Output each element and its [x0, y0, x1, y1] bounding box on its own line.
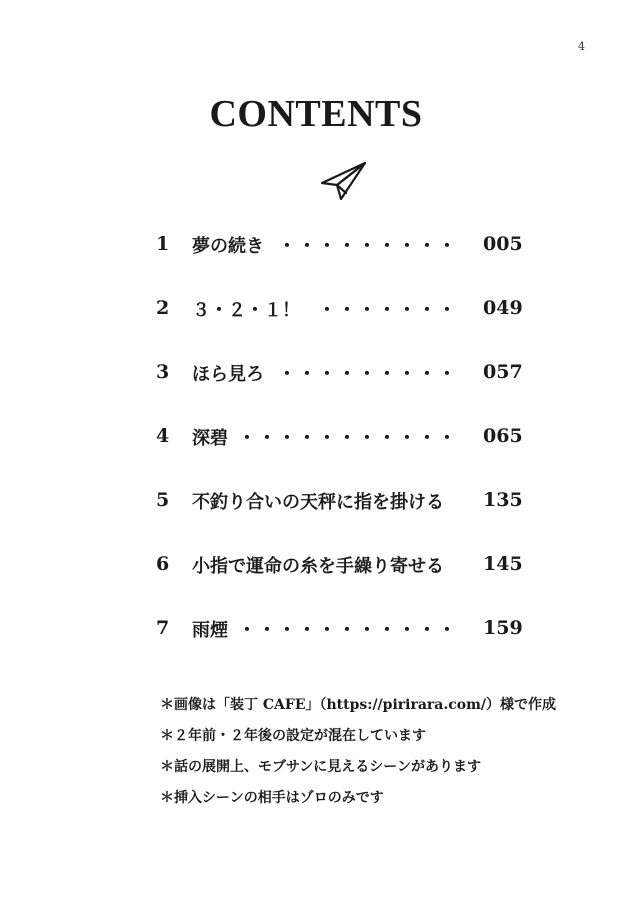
- leader-dots: ・・・・・・・・・・・: [238, 620, 458, 641]
- paper-plane-icon: [320, 160, 368, 202]
- chapter-number: 3: [156, 361, 170, 383]
- table-of-contents: [156, 225, 528, 673]
- chapter-page-number: 159: [483, 617, 523, 639]
- chapter-title: ほら見ろ: [192, 364, 264, 385]
- chapter-number: 5: [156, 489, 170, 511]
- toc-entry[interactable]: [156, 353, 528, 417]
- chapter-page-number: 057: [483, 361, 523, 383]
- chapter-page-number: 005: [483, 233, 523, 255]
- note-line: ＊話の展開上、モブサンに見えるシーンがあります: [160, 759, 482, 775]
- chapter-title: 夢の続き: [192, 236, 264, 257]
- chapter-number: 6: [156, 553, 170, 575]
- chapter-number: 7: [156, 617, 170, 639]
- note-line: ＊挿入シーンの相手はゾロのみです: [160, 790, 384, 806]
- leader-dots: ・・・・・・・・・: [278, 364, 458, 385]
- toc-entry[interactable]: [156, 417, 528, 481]
- toc-entry[interactable]: [156, 609, 528, 673]
- toc-entry[interactable]: [156, 545, 528, 609]
- chapter-page-number: 135: [483, 489, 523, 511]
- toc-entry[interactable]: [156, 225, 528, 289]
- chapter-page-number: 065: [483, 425, 523, 447]
- chapter-page-number: 145: [483, 553, 523, 575]
- chapter-title: ３・２・１！: [192, 300, 300, 321]
- chapter-title: 不釣り合いの天秤に指を掛ける: [192, 492, 444, 513]
- page-number: 4: [578, 40, 585, 53]
- note-line: ＊２年前・２年後の設定が混在しています: [160, 728, 426, 744]
- chapter-title: 深碧: [192, 428, 228, 449]
- chapter-page-number: 049: [483, 297, 523, 319]
- chapter-title: 雨煙: [192, 620, 228, 641]
- leader-dots: ・・・・・・・・・・・: [238, 428, 458, 449]
- chapter-number: 4: [156, 425, 170, 447]
- notes-list: [160, 694, 600, 818]
- leader-dots: ・・・・・・・・・: [278, 236, 458, 257]
- note-line: ＊画像は「装丁 CAFE」（https://pirirara.com/）様で作成: [160, 697, 557, 713]
- chapter-number: 1: [156, 233, 170, 255]
- chapter-title: 小指で運命の糸を手繰り寄せる: [192, 556, 444, 577]
- page-title: CONTENTS: [209, 93, 423, 135]
- toc-entry[interactable]: [156, 289, 528, 353]
- chapter-number: 2: [156, 297, 170, 319]
- leader-dots: ・・・・・・・: [318, 300, 458, 321]
- toc-entry[interactable]: [156, 481, 528, 545]
